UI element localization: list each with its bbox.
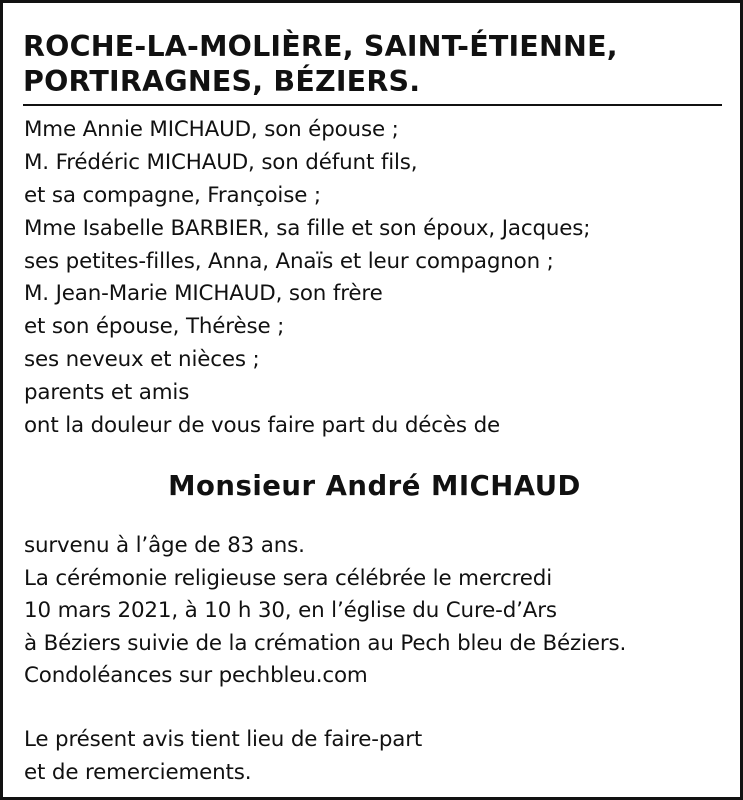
closing-statement (24, 724, 422, 789)
details-line: Condoléances sur pechbleu.com (24, 663, 368, 688)
family-line: et sa compagne, Françoise ; (24, 182, 321, 208)
header-divider (23, 104, 722, 106)
header-line: ROCHE-LA-MOLIÈRE, SAINT-ÉTIENNE, (23, 30, 618, 63)
family-line: M. Jean-Marie MICHAUD, son frère (24, 281, 383, 307)
header-line: PORTIRAGNES, BÉZIERS. (23, 65, 421, 98)
family-line: ses petites-filles, Anna, Anaïs et leur compagnon ; (24, 248, 554, 274)
family-line: Mme Isabelle BARBIER, sa fille et son époux, Jacques; (24, 215, 591, 241)
family-line: ses neveux et nièces ; (24, 347, 260, 373)
details-line: à Béziers suivie de la crémation au Pech bleu de Béziers. (24, 630, 627, 656)
family-line: parents et amis (24, 380, 190, 406)
family-line: ont la douleur de vous faire part du décès de (24, 413, 501, 439)
ceremony-details (24, 530, 626, 693)
family-list (24, 114, 590, 443)
family-line: M. Frédéric MICHAUD, son défunt fils, (24, 149, 418, 175)
closing-line: Le présent avis tient lieu de faire-part (24, 727, 423, 752)
closing-line: et de remerciements. (24, 759, 252, 785)
details-line: survenu à l’âge de 83 ans. (24, 533, 305, 558)
family-line: et son épouse, Thérèse ; (24, 314, 285, 340)
family-line: Mme Annie MICHAUD, son épouse ; (24, 117, 399, 142)
notice-header (23, 29, 723, 99)
details-line: 10 mars 2021, à 10 h 30, en l’église du Cure-d’Ars (24, 598, 557, 623)
deceased-name: Monsieur André MICHAUD (168, 470, 581, 502)
details-line: La cérémonie religieuse sera célébrée le mercredi (24, 565, 553, 591)
